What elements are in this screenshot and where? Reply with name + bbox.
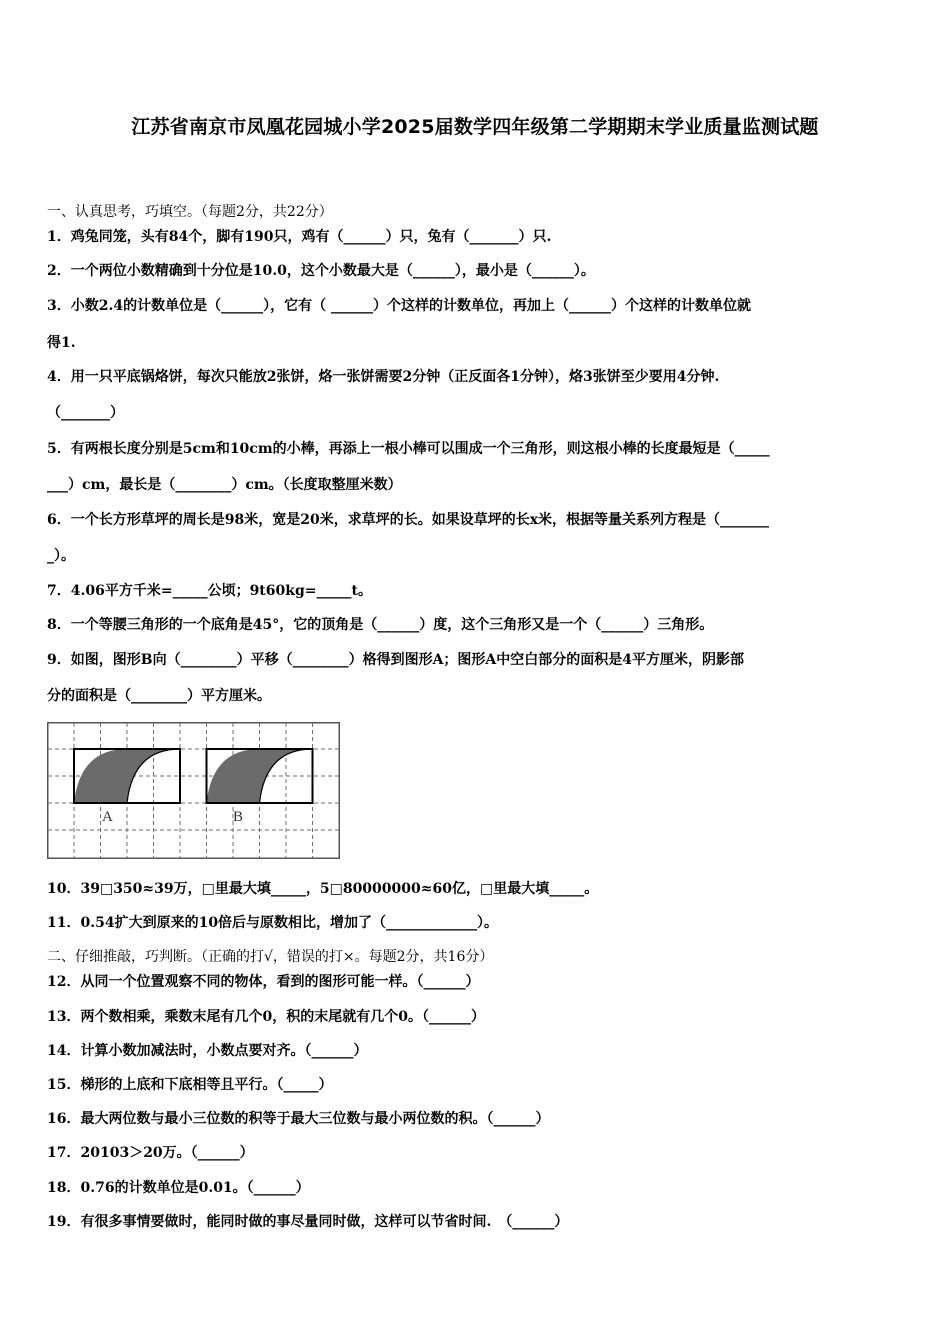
question-9-line-2: 分的面积是（________）平方厘米。 [47, 688, 271, 704]
question-19: 19．有很多事情要做时，能同时做的事尽量同时做，这样可以节省时间. （______） [47, 1214, 569, 1230]
figure-label-b: B [233, 809, 244, 825]
question-6-line-2: _）。 [47, 548, 75, 564]
question-10: 10．39□350≈39万，□里最大填_____，5□80000000≈60亿，□里最大填_____。 [47, 881, 599, 897]
question-2: 2．一个两位小数精确到十分位是10.0，这个小数最大是（______），最小是（______）。 [47, 263, 595, 279]
question-9-line-1: 9．如图，图形B向（________）平移（________）格得到图形A；图形A中空白部分的面积是4平方厘米，阴影部 [47, 652, 745, 668]
exam-title: 江苏省南京市凤凰花园城小学2025届数学四年级第二学期期末学业质量监测试题 [131, 116, 819, 138]
section-1-heading: 一、认真思考，巧填空。（每题2分，共22分） [47, 204, 333, 220]
question-12: 12．从同一个位置观察不同的物体，看到的图形可能一样。（______） [47, 974, 480, 990]
question-3-line-1: 3．小数2.4的计数单位是（______），它有（ ______）个这样的计数单位，再加上（______）个这样的计数单位就 [47, 298, 751, 314]
question-3-line-2: 得1. [47, 335, 76, 351]
question-6-line-1: 6．一个长方形草坪的周长是98米，宽是20米，求草坪的长。如果设草坪的长x米，根据等量关系列方程是（_______ [47, 512, 770, 528]
question-17: 17．20103＞20万。（______） [47, 1145, 254, 1161]
question-11: 11．0.54扩大到原来的10倍后与原数相比，增加了（_____________）。 [47, 915, 499, 931]
question-14: 14．计算小数加减法时，小数点要对齐。（______） [47, 1043, 368, 1059]
question-4-line-2: （_______） [47, 405, 124, 421]
question-15: 15．梯形的上底和下底相等且平行。（_____） [47, 1077, 333, 1093]
question-18: 18．0.76的计数单位是0.01。（______） [47, 1180, 310, 1196]
question-13: 13．两个数相乘，乘数末尾有几个0，积的末尾就有几个0。（______） [47, 1009, 485, 1025]
question-7: 7．4.06平方千米=_____公顷；9t60kg=_____t。 [47, 583, 372, 599]
question-1: 1．鸡兔同笼，头有84个，脚有190只，鸡有（______）只，兔有（_______）只. [47, 229, 552, 245]
translation-grid-figure [47, 722, 340, 859]
figure-label-a: A [102, 809, 113, 825]
question-8: 8．一个等腰三角形的一个底角是45°，它的顶角是（______）度，这个三角形又是一个（______）三角形。 [47, 617, 714, 633]
question-4-line-1: 4．用一只平底锅烙饼，每次只能放2张饼，烙一张饼需要2分钟（正反面各1分钟），烙3张饼至少要用4分钟. [47, 369, 720, 385]
shaded-region-a [74, 749, 180, 803]
question-5-line-1: 5．有两根长度分别是5cm和10cm的小棒，再添上一根小棒可以围成一个三角形，则这根小棒的长度最短是（_____ [47, 441, 770, 457]
question-16: 16．最大两位数与最小三位数的积等于最大三位数与最小两位数的积。（______） [47, 1111, 550, 1127]
section-2-heading: 二、仔细推敲，巧判断。（正确的打√，错误的打×。每题2分，共16分） [47, 949, 494, 965]
question-5-line-2: ___）cm，最长是（________）cm。（长度取整厘米数） [47, 477, 402, 493]
